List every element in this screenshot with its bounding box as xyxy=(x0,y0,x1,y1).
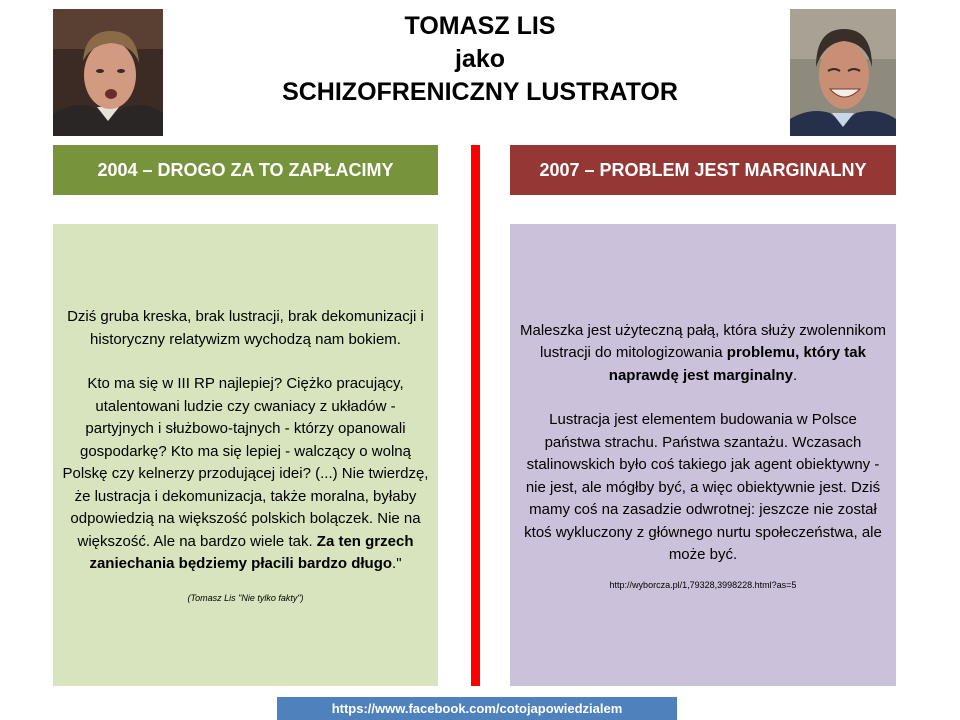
title-line-subtitle: SCHIZOFRENICZNY LUSTRATOR xyxy=(282,78,678,106)
left-paragraph-2 xyxy=(61,373,430,576)
right-paragraph-1 xyxy=(520,320,886,388)
left-paragraph-2-end: ." xyxy=(392,555,402,573)
left-citation: (Tomasz Lis "Nie tylko fakty") xyxy=(187,592,304,603)
right-paragraph-2: Lustracja jest elementem budowania w Polsce państwa strachu. Państwa szantażu. Wczasach stalinowskich było coś takiego jak agent obiektywny - nie jest, ale mógłby być, a więc obiektywnie jest. Dziś mamy coś na zasadzie odwrotnej: jeszcze nie został ktoś wykluczony z głównego nurtu społeczeństwa, ale może być. xyxy=(524,411,882,563)
photo-right xyxy=(790,9,900,136)
right-paragraph-1-text: Maleszka jest użyteczną pałą, która służy zwolennikom lustracji do mitologizowania xyxy=(520,321,886,361)
photo-left xyxy=(53,9,163,136)
center-divider xyxy=(471,145,480,686)
left-paragraph-1: Dziś gruba kreska, brak lustracji, brak dekomunizacji i historyczny relatywizm wychodzą nam bokiem. xyxy=(67,308,424,348)
left-paragraph-2-bold: Za ten grzech zaniechania będziemy płacili bardzo długo xyxy=(89,532,414,573)
left-quote-box xyxy=(53,224,438,686)
footer-link[interactable]: https://www.facebook.com/cotojapowiedzialem xyxy=(277,697,677,720)
left-header: 2004 – DROGO ZA TO ZAPŁACIMY xyxy=(53,145,438,195)
right-quote-box xyxy=(510,224,896,686)
right-header: 2007 – PROBLEM JEST MARGINALNY xyxy=(510,145,896,195)
title-line-name: TOMASZ LIS xyxy=(404,12,556,40)
right-paragraph-1-bold: problemu, który tak naprawdę jest marginalny xyxy=(608,344,866,384)
left-paragraph-2-text: Kto ma się w III RP najlepiej? Ciężko pracujący, utalentowani ludzie czy cwaniacy z układów - partyjnych i służbowo-tajnych - którzy opanowali gospodarkę? Kto ma się lepiej - walczący o wolną Polskę czy kelnerzy przodującej idei? (...) Nie twierdzę, że lustracja i dekomunizacja, także moralna, byłaby odpowiedzią na większość polskich bolączek. Nie na większość. Ale na bardzo wiele tak. xyxy=(62,375,429,550)
right-source-url[interactable]: http://wyborcza.pl/1,79328,3998228.html?as=5 xyxy=(609,579,797,590)
right-paragraph-1-end: . xyxy=(793,366,798,384)
title-line-jako: jako xyxy=(454,45,506,73)
page-title xyxy=(200,10,760,109)
